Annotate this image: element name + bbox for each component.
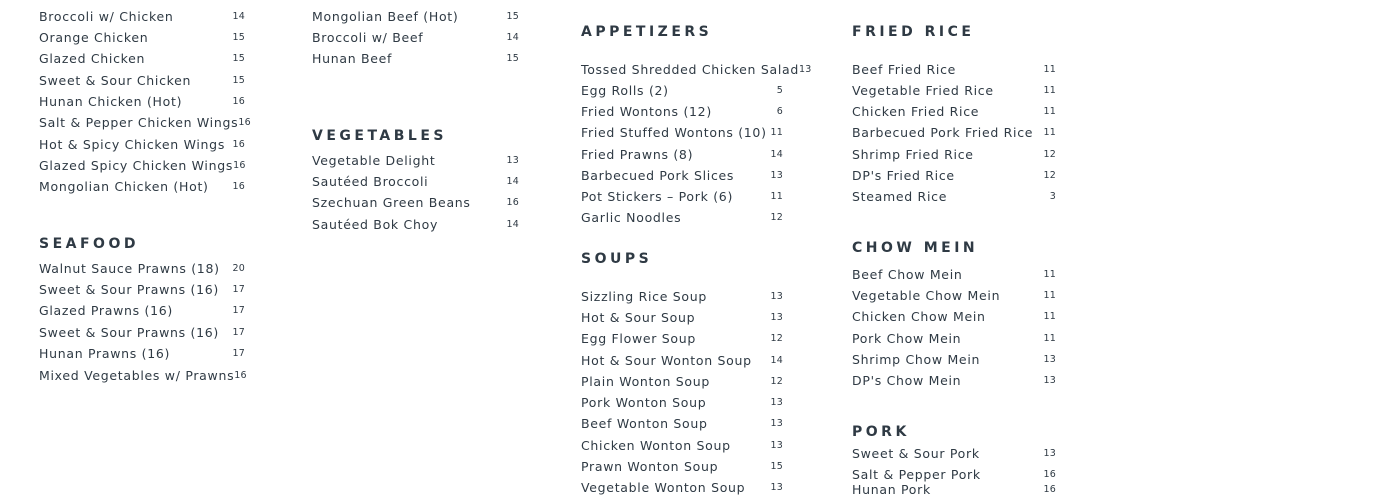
menu-item (39, 91, 245, 112)
menu-item (581, 350, 783, 371)
item-name: Salt & Pepper Pork (852, 467, 981, 482)
item-price: 13 (770, 418, 783, 429)
menu-item (852, 306, 1056, 327)
item-name: Chicken Fried Rice (852, 104, 980, 119)
menu-item (39, 343, 245, 364)
item-name: Broccoli w/ Beef (312, 30, 424, 45)
menu-item (39, 48, 245, 69)
item-name: Shrimp Fried Rice (852, 147, 974, 162)
menu-item (581, 286, 783, 307)
item-name: Egg Flower Soup (581, 331, 697, 346)
item-price: 16 (233, 160, 246, 171)
menu-item (312, 214, 519, 235)
item-name: Barbecued Pork Slices (581, 168, 735, 183)
item-name: Shrimp Chow Mein (852, 352, 981, 367)
item-price: 15 (770, 461, 783, 472)
item-price: 15 (506, 53, 519, 64)
menu-item (581, 186, 783, 207)
item-price: 11 (1043, 290, 1056, 301)
item-name: Mongolian Beef (Hot) (312, 9, 459, 24)
item-price: 12 (770, 333, 783, 344)
item-name: Sautéed Broccoli (312, 174, 429, 189)
menu-item (581, 328, 783, 349)
menu-item (852, 328, 1056, 349)
menu-item (312, 27, 519, 48)
item-name: Tossed Shredded Chicken Salad (581, 62, 799, 77)
item-name: DP's Chow Mein (852, 373, 962, 388)
item-name: Beef Chow Mein (852, 267, 963, 282)
menu-item (581, 101, 783, 122)
item-name: Fried Wontons (12) (581, 104, 712, 119)
item-price: 14 (506, 32, 519, 43)
item-name: Pork Chow Mein (852, 331, 962, 346)
item-price: 5 (776, 85, 783, 96)
item-name: Sweet & Sour Chicken (39, 73, 192, 88)
item-name: Hot & Spicy Chicken Wings (39, 137, 226, 152)
menu-item (581, 413, 783, 434)
item-name: Fried Stuffed Wontons (10) (581, 125, 767, 140)
item-price: 15 (232, 32, 245, 43)
item-price: 12 (1043, 149, 1056, 160)
menu-item (852, 264, 1056, 285)
item-price: 13 (770, 170, 783, 181)
menu-item (39, 112, 251, 133)
item-price: 11 (1043, 311, 1056, 322)
item-price: 11 (770, 191, 783, 202)
item-name: Vegetable Wonton Soup (581, 480, 746, 495)
section-heading-soups: SOUPS (581, 251, 653, 267)
item-price: 14 (506, 176, 519, 187)
item-price: 16 (234, 370, 247, 381)
menu-item (312, 48, 519, 69)
item-name: Hunan Pork (852, 482, 931, 497)
menu-item (852, 122, 1056, 143)
item-price: 11 (1043, 64, 1056, 75)
item-price: 17 (232, 305, 245, 316)
item-name: Chicken Chow Mein (852, 309, 986, 324)
item-price: 14 (770, 149, 783, 160)
item-price: 20 (232, 263, 245, 274)
item-name: Beef Wonton Soup (581, 416, 708, 431)
item-name: Szechuan Green Beans (312, 195, 471, 210)
menu-item (581, 80, 783, 101)
item-price: 14 (232, 11, 245, 22)
item-price: 13 (770, 397, 783, 408)
section-heading-chow-mein: CHOW MEIN (852, 240, 979, 256)
item-name: Mixed Vegetables w/ Prawns (39, 368, 235, 383)
item-name: Mongolian Chicken (Hot) (39, 179, 209, 194)
item-price: 11 (1043, 333, 1056, 344)
menu-item (581, 435, 783, 456)
menu-item (852, 59, 1056, 80)
item-name: Hot & Sour Soup (581, 310, 696, 325)
item-name: Hot & Sour Wonton Soup (581, 353, 752, 368)
item-price: 11 (770, 127, 783, 138)
item-price: 12 (770, 212, 783, 223)
item-name: Broccoli w/ Chicken (39, 9, 174, 24)
section-heading-vegetables: VEGETABLES (312, 128, 447, 144)
item-name: Plain Wonton Soup (581, 374, 711, 389)
menu-item (852, 165, 1056, 186)
item-price: 15 (232, 53, 245, 64)
section-heading-fried-rice: FRIED RICE (852, 24, 975, 40)
item-name: Barbecued Pork Fried Rice (852, 125, 1034, 140)
menu-item (39, 6, 245, 27)
menu-item (312, 171, 519, 192)
item-name: Garlic Noodles (581, 210, 682, 225)
menu-item (581, 392, 783, 413)
item-name: Prawn Wonton Soup (581, 459, 719, 474)
item-price: 13 (506, 155, 519, 166)
menu-item (312, 150, 519, 171)
menu-item (852, 370, 1056, 391)
item-name: Hunan Prawns (16) (39, 346, 171, 361)
item-price: 13 (770, 482, 783, 493)
item-price: 13 (770, 440, 783, 451)
item-name: Glazed Spicy Chicken Wings (39, 158, 234, 173)
section-heading-pork: PORK (852, 424, 910, 440)
menu-item (852, 101, 1056, 122)
item-price: 17 (232, 348, 245, 359)
item-name: Salt & Pepper Chicken Wings (39, 115, 239, 130)
menu-item (39, 134, 245, 155)
item-price: 16 (232, 96, 245, 107)
item-price: 13 (1043, 448, 1056, 459)
item-name: Chicken Wonton Soup (581, 438, 731, 453)
menu-item (852, 186, 1056, 207)
item-name: Sweet & Sour Pork (852, 446, 980, 461)
item-price: 17 (232, 284, 245, 295)
menu-item (312, 192, 519, 213)
menu-item (852, 479, 1056, 500)
item-price: 13 (770, 312, 783, 323)
item-name: Egg Rolls (2) (581, 83, 669, 98)
item-price: 3 (1049, 191, 1056, 202)
item-name: Orange Chicken (39, 30, 149, 45)
menu-item (852, 285, 1056, 306)
menu-item (39, 300, 245, 321)
item-price: 6 (776, 106, 783, 117)
menu-item (581, 144, 783, 165)
item-name: Vegetable Delight (312, 153, 436, 168)
menu-item (581, 165, 783, 186)
item-name: Fried Prawns (8) (581, 147, 694, 162)
item-name: Sweet & Sour Prawns (16) (39, 282, 219, 297)
item-name: DP's Fried Rice (852, 168, 955, 183)
item-price: 15 (506, 11, 519, 22)
item-price: 13 (1043, 375, 1056, 386)
item-name: Hunan Beef (312, 51, 393, 66)
menu-item (39, 155, 245, 176)
item-price: 11 (1043, 127, 1056, 138)
item-price: 16 (1043, 469, 1056, 480)
menu-item (852, 144, 1056, 165)
menu-item (39, 365, 245, 386)
menu-item (581, 477, 783, 498)
item-price: 15 (232, 75, 245, 86)
item-name: Sautéed Bok Choy (312, 217, 439, 232)
item-price: 16 (1043, 484, 1056, 495)
item-price: 11 (1043, 269, 1056, 280)
item-price: 16 (238, 117, 251, 128)
item-price: 17 (232, 327, 245, 338)
item-price: 16 (232, 181, 245, 192)
menu-item (852, 443, 1056, 464)
item-name: Walnut Sauce Prawns (18) (39, 261, 220, 276)
item-price: 16 (232, 139, 245, 150)
item-name: Glazed Chicken (39, 51, 146, 66)
item-price: 12 (1043, 170, 1056, 181)
menu-item (581, 307, 783, 328)
menu-item (39, 258, 245, 279)
item-name: Vegetable Chow Mein (852, 288, 1001, 303)
menu-item (581, 122, 783, 143)
menu-item (39, 279, 245, 300)
menu-item (39, 322, 245, 343)
item-price: 13 (770, 291, 783, 302)
menu-item (39, 70, 245, 91)
item-price: 13 (799, 64, 812, 75)
menu-item (852, 349, 1056, 370)
item-price: 11 (1043, 85, 1056, 96)
menu-item (39, 176, 245, 197)
item-name: Hunan Chicken (Hot) (39, 94, 183, 109)
item-name: Glazed Prawns (16) (39, 303, 173, 318)
item-price: 13 (1043, 354, 1056, 365)
menu-item (581, 59, 812, 80)
menu-item (39, 27, 245, 48)
item-price: 11 (1043, 106, 1056, 117)
item-price: 16 (506, 197, 519, 208)
item-price: 14 (506, 219, 519, 230)
item-name: Pot Stickers – Pork (6) (581, 189, 734, 204)
menu-item (581, 371, 783, 392)
item-name: Steamed Rice (852, 189, 948, 204)
menu-item (581, 456, 783, 477)
menu-item (581, 207, 783, 228)
menu-item (852, 80, 1056, 101)
item-name: Sweet & Sour Prawns (16) (39, 325, 219, 340)
section-heading-seafood: SEAFOOD (39, 236, 139, 252)
item-price: 14 (770, 355, 783, 366)
item-name: Pork Wonton Soup (581, 395, 707, 410)
item-name: Beef Fried Rice (852, 62, 957, 77)
item-name: Vegetable Fried Rice (852, 83, 994, 98)
section-heading-appetizers: APPETIZERS (581, 24, 713, 40)
item-name: Sizzling Rice Soup (581, 289, 708, 304)
menu-item (312, 6, 519, 27)
item-price: 12 (770, 376, 783, 387)
